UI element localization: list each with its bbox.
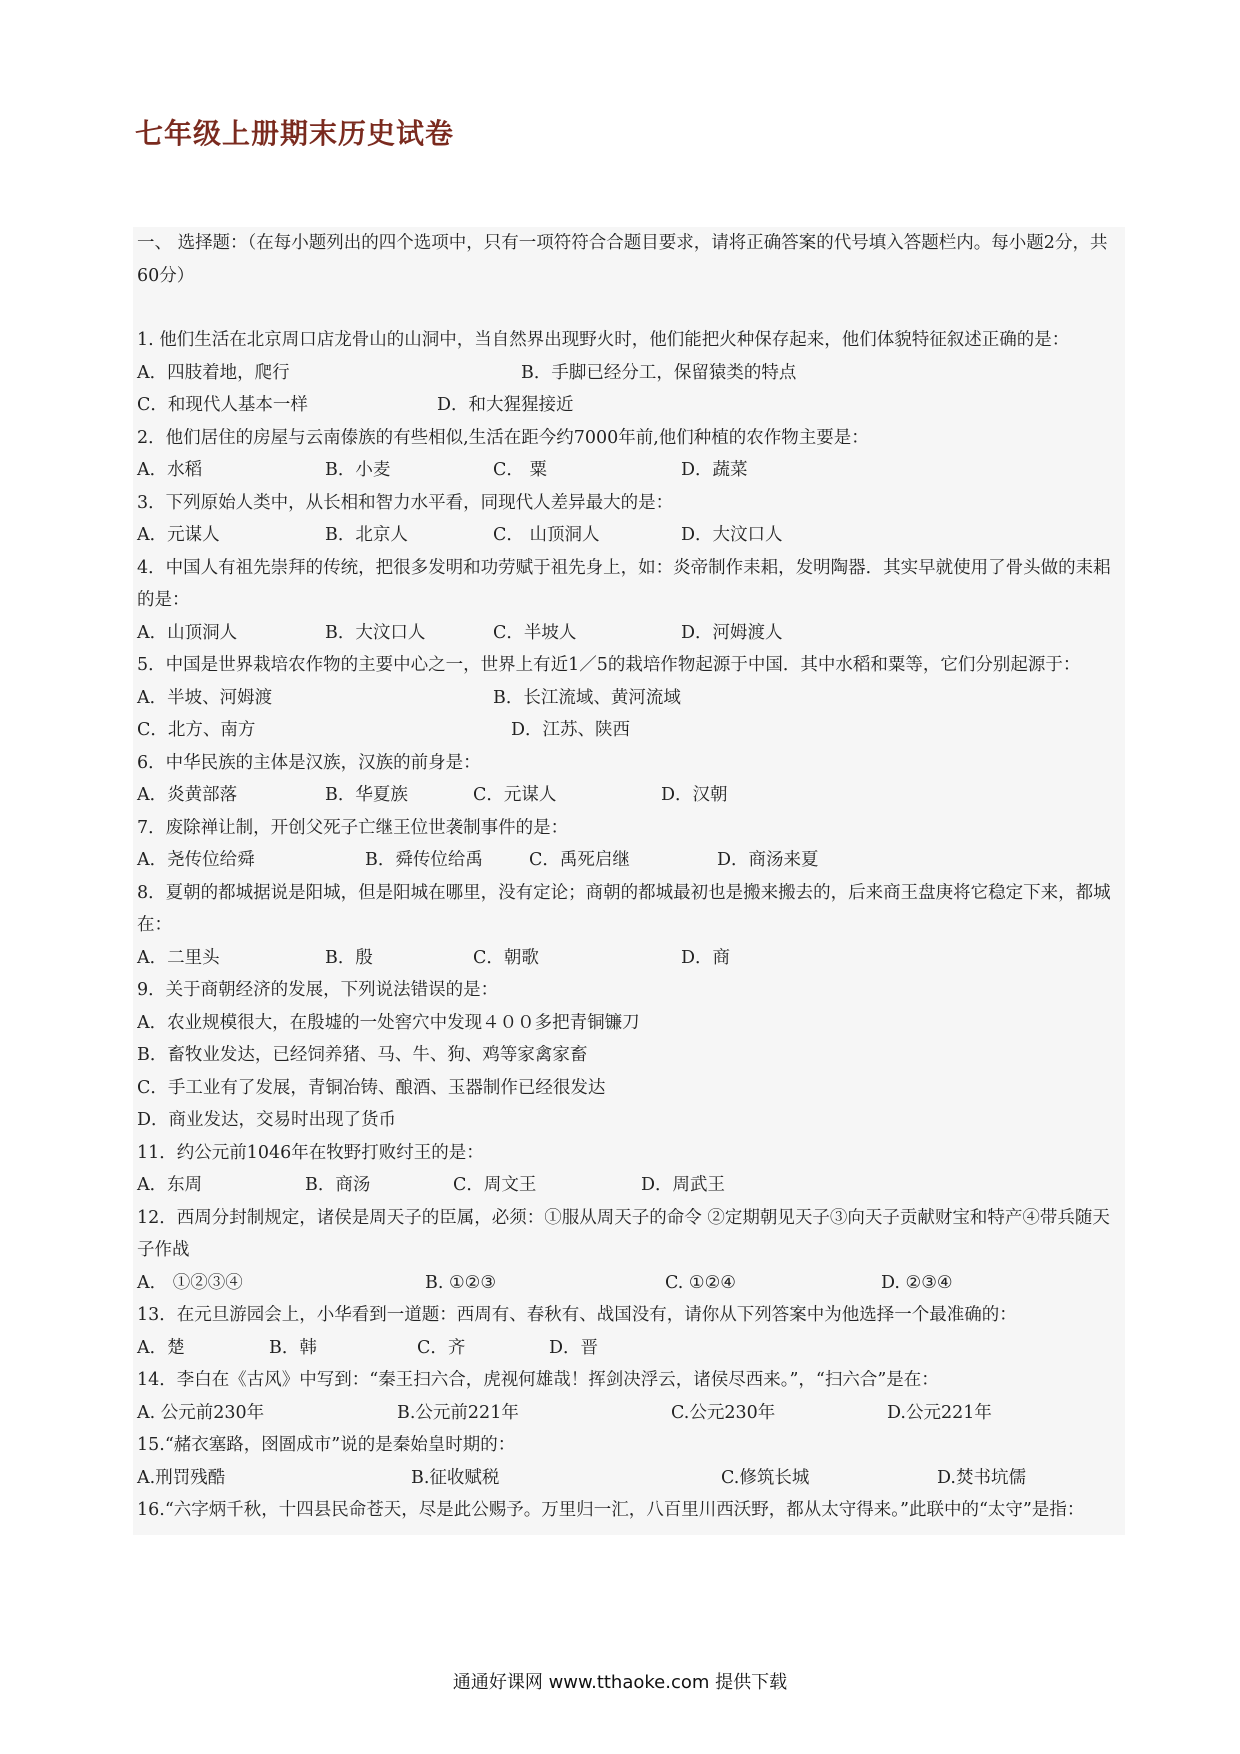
option: D．蔬菜 <box>681 460 748 480</box>
option: A．楚 <box>137 1337 185 1358</box>
question-14: 14．李白在《古风》中写到：“秦王扫六合，虎视何雄哉！挥剑决浮云，诸侯尽西来。”，“扫六合”是在： <box>137 1370 939 1390</box>
option: B．北京人 <box>325 525 408 545</box>
question-11: 11．约公元前1046年在牧野打败纣王的是： <box>137 1142 484 1163</box>
options-row <box>137 1462 1121 1495</box>
options-row <box>137 1332 1121 1365</box>
question-8: 8．夏朝的都城据说是阳城，但是阳城在哪里，没有定论；商朝的都城最初也是搬来搬去的，后来商王盘庚将它稳定下来，都城在： <box>137 882 1111 935</box>
option: B.公元前221年 <box>397 1402 519 1423</box>
option: C．朝歌 <box>473 947 539 968</box>
options-row <box>137 617 1121 650</box>
option: B．小麦 <box>325 460 391 480</box>
option: C．齐 <box>417 1337 466 1358</box>
option: A．二里头 <box>137 947 220 968</box>
option: D．商 <box>681 947 731 968</box>
option: B.征收赋税 <box>411 1467 500 1488</box>
option: B．韩 <box>269 1337 317 1358</box>
option: D．晋 <box>549 1337 599 1358</box>
question-12: 12．西周分封制规定，诸侯是周天子的臣属，必须：①服从周天子的命令 ②定期朝见天子③向天子贡献财宝和特产④带兵随天子作战 <box>137 1207 1110 1260</box>
option: C． 粟 <box>493 460 547 480</box>
exam-content <box>133 227 1125 1535</box>
question-7: 7．废除禅让制，开创父死子亡继王位世袭制事件的是： <box>137 817 569 838</box>
option: C．周文王 <box>453 1175 537 1195</box>
option: D．河姆渡人 <box>681 622 783 643</box>
option: C．北方、南方 <box>137 720 256 740</box>
option: B．大汶口人 <box>325 622 426 643</box>
question-13: 13．在元旦游园会上，小华看到一道题：西周有、春秋有、战国没有，请你从下列答案中为他选择一个最准确的： <box>137 1305 1017 1325</box>
option: A．四肢着地，爬行 <box>137 362 290 383</box>
option: B．畜牧业发达，已经饲养猪、马、牛、狗、鸡等家禽家畜 <box>137 1045 588 1065</box>
options-row <box>137 1169 1121 1202</box>
option: D. ②③④ <box>881 1272 953 1293</box>
question-15: 15.“赭衣塞路，囹圄成市”说的是秦始皇时期的： <box>137 1435 516 1455</box>
question-5: 5．中国是世界栽培农作物的主要中心之一，世界上有近1／5的栽培作物起源于中国．其中水稻和粟等，它们分别起源于： <box>137 655 1081 675</box>
option: B．舜传位给禹 <box>365 850 483 870</box>
option: D．商汤来夏 <box>717 850 819 870</box>
option: D．和大猩猩接近 <box>437 395 574 415</box>
option: D．江苏、陕西 <box>511 720 631 740</box>
options-row <box>137 389 1121 422</box>
options-row <box>137 519 1121 552</box>
question-6: 6．中华民族的主体是汉族，汉族的前身是： <box>137 752 481 773</box>
option: A．水稻 <box>137 460 203 480</box>
options-row <box>137 682 1121 715</box>
option: C． 山顶洞人 <box>493 525 600 545</box>
option: A．东周 <box>137 1175 203 1195</box>
footer-credit: 通通好课网 www.tthaoke.com 提供下载 <box>452 1672 788 1693</box>
option: A．元谋人 <box>137 525 220 545</box>
options-row <box>137 844 1121 877</box>
option: C．元谋人 <box>473 785 557 805</box>
option: D．大汶口人 <box>681 525 783 545</box>
options-row <box>137 942 1121 975</box>
option: D．周武王 <box>641 1175 726 1195</box>
option: C．半坡人 <box>493 622 577 643</box>
options-row <box>137 357 1121 390</box>
option: A． ①②③④ <box>137 1272 243 1293</box>
option: C．手工业有了发展，青铜冶铸、酿酒、玉器制作已经很发达 <box>137 1077 606 1098</box>
option: B. ①②③ <box>425 1272 497 1293</box>
question-4: 4．中国人有祖先崇拜的传统，把很多发明和功劳赋于祖先身上，如：炎帝制作耒耜，发明陶器．其实早就使用了骨头做的耒耜的是： <box>137 557 1111 610</box>
options-row <box>137 1397 1121 1430</box>
option: D．商业发达，交易时出现了货币 <box>137 1110 397 1130</box>
option: B．长江流域、黄河流域 <box>493 687 681 708</box>
option: C．禹死启继 <box>529 850 630 870</box>
question-16: 16.“六字炳千秋，十四县民命苍天，尽是此公赐予。万里归一汇，八百里川西沃野，都从太守得来。”此联中的“太守”是指： <box>137 1500 1085 1520</box>
option: D.焚书坑儒 <box>937 1467 1026 1488</box>
option: D．汉朝 <box>661 785 728 805</box>
option: A．山顶洞人 <box>137 622 238 643</box>
question-9: 9．关于商朝经济的发展，下列说法错误的是： <box>137 980 499 1000</box>
options-row <box>137 1267 1121 1300</box>
option: C．和现代人基本一样 <box>137 395 308 415</box>
option: C. ①②④ <box>665 1272 736 1293</box>
option: B．殷 <box>325 947 373 968</box>
option: B．手脚已经分工，保留猿类的特点 <box>521 362 797 383</box>
options-row <box>137 454 1121 487</box>
section-heading: 一、 选择题：（在每小题列出的四个选项中，只有一项符符合合题目要求，请将正确答案的代号填入答题栏内。每小题2分，共60分） <box>137 233 1108 286</box>
option: A．尧传位给舜 <box>137 850 255 870</box>
option: A.刑罚残酷 <box>137 1467 226 1488</box>
option: B．商汤 <box>305 1175 371 1195</box>
option: C.公元230年 <box>671 1402 776 1423</box>
options-row <box>137 779 1121 812</box>
option: D.公元221年 <box>887 1402 992 1423</box>
option: A．半坡、河姆渡 <box>137 687 273 708</box>
option: C.修筑长城 <box>721 1467 810 1488</box>
question-3: 3．下列原始人类中，从长相和智力水平看，同现代人差异最大的是： <box>137 492 674 513</box>
options-row <box>137 714 1121 747</box>
question-2: 2．他们居住的房屋与云南傣族的有些相似,生活在距今约7000年前,他们种植的农作物主要是： <box>137 427 869 448</box>
option: A．农业规模很大，在殷墟的一处窖穴中发现４００多把青铜镰刀 <box>137 1012 640 1033</box>
page-title: 七年级上册期末历史试卷 <box>135 117 455 150</box>
question-1: 1. 他们生活在北京周口店龙骨山的山洞中，当自然界出现野火时，他们能把火种保存起来，他们体貌特征叙述正确的是： <box>137 330 1070 350</box>
option: B．华夏族 <box>325 785 408 805</box>
option: A．炎黄部落 <box>137 785 238 805</box>
option: A. 公元前230年 <box>137 1402 265 1423</box>
